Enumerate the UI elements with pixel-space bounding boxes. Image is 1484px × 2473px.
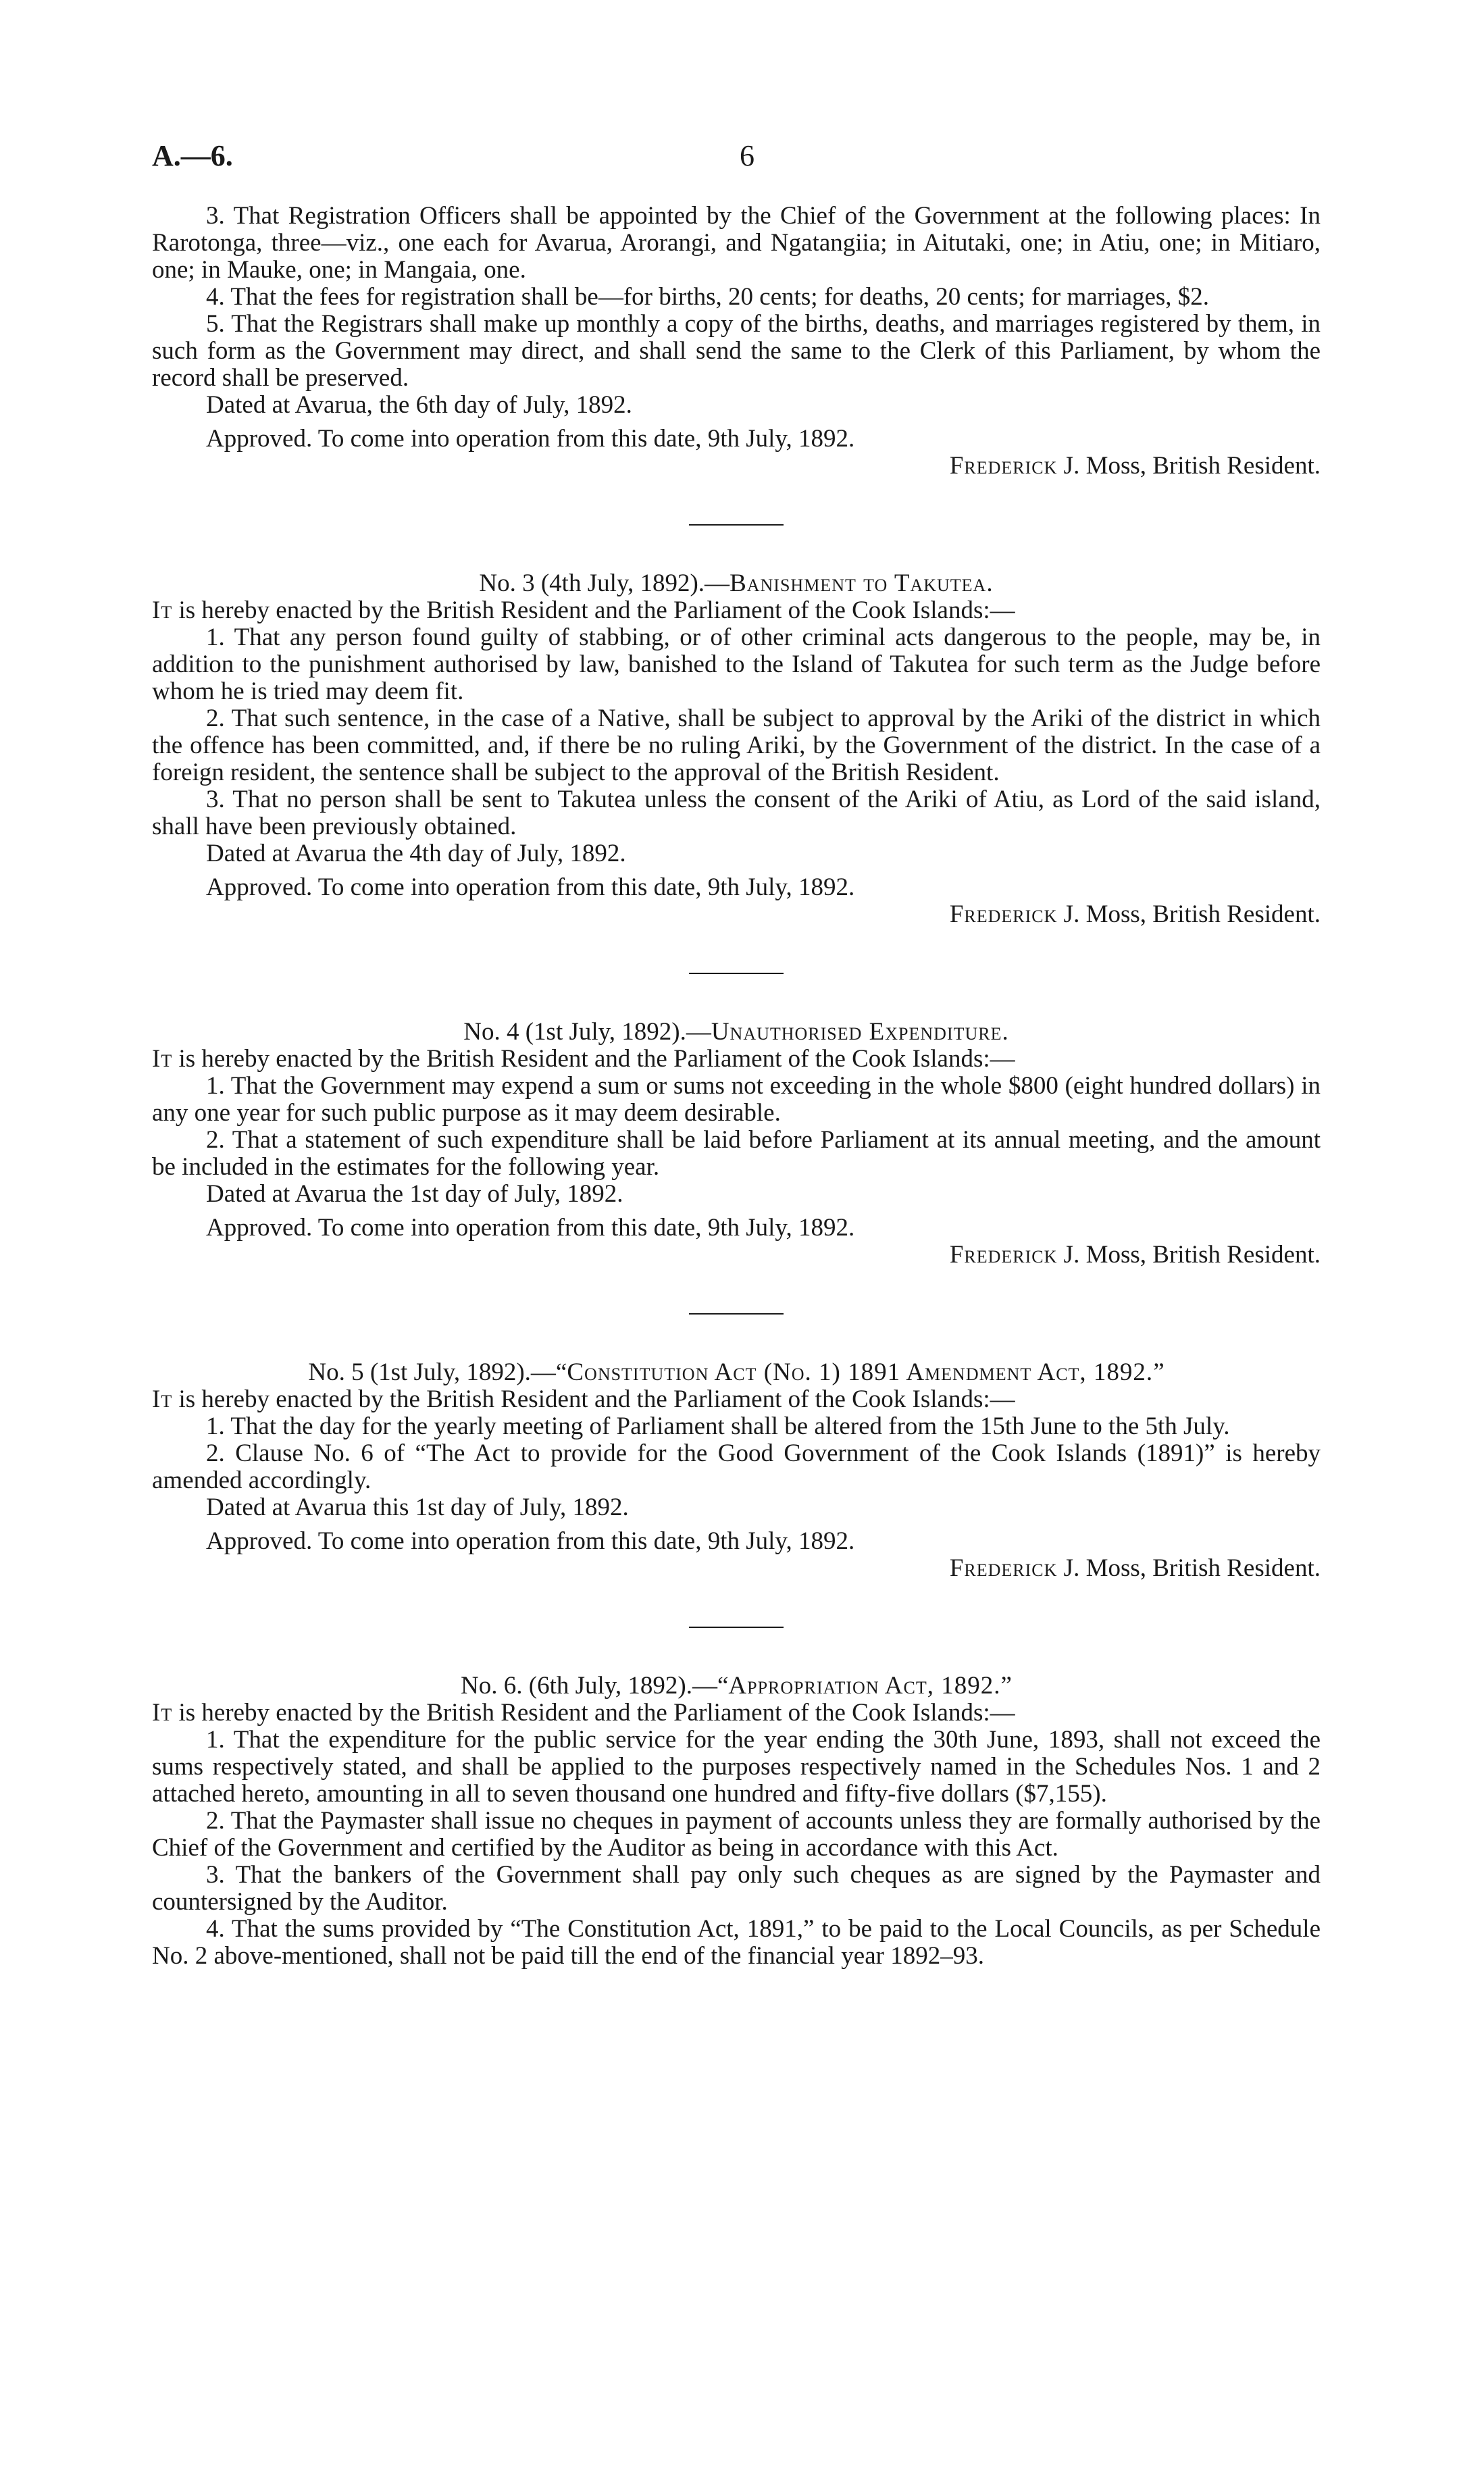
enacting-initial: It [152, 596, 173, 624]
act-no-3 [152, 570, 1321, 928]
enacting-clause [152, 1700, 1321, 1727]
section-divider [689, 973, 784, 974]
act-heading-suffix: ” [1000, 1672, 1012, 1700]
act-heading-title: Banishment to Takutea. [730, 569, 994, 597]
act-heading [152, 1673, 1321, 1700]
section-divider [689, 1627, 784, 1628]
act-heading [152, 1359, 1321, 1386]
signature [152, 1555, 1321, 1582]
dated-line: Dated at Avarua the 4th day of July, 1892. [206, 840, 626, 867]
signature-name: Frederick [949, 452, 1058, 480]
clause: 4. That the fees for registration shall be—for births, 20 cents; for deaths, 20 cents; for marriages, $2. [206, 283, 1210, 311]
enacting-initial: It [152, 1385, 173, 1413]
enacting-text: is hereby enacted by the British Resident and the Parliament of the Cook Islands:— [172, 1699, 1015, 1727]
clause: 3. That Registration Officers shall be appointed by the Chief of the Government at the following places: In Rarotonga, three—viz., one each for Avarua, Arorangi, and Ngatangiia; in Aitutaki, one; in Atiu, one; in Mitiaro, one; in Mauke, one; in Mangaia, one. [152, 202, 1321, 284]
act-heading-prefix: No. 6. (6th July, 1892).—“ [461, 1672, 729, 1700]
signature-title: J. Moss, British Resident. [1057, 1241, 1321, 1269]
enacting-initial: It [152, 1699, 173, 1727]
enacting-clause [152, 597, 1321, 624]
clause: 4. That the sums provided by “The Constitution Act, 1891,” to be paid to the Local Councils, as per Schedule No. 2 above-mentioned, shall not be paid till the end of the financial year 1892–93. [152, 1915, 1321, 1970]
signature-name: Frederick [949, 900, 1058, 928]
document-reference: A.—6. [152, 139, 233, 172]
dated-line: Dated at Avarua the 1st day of July, 1892. [206, 1180, 623, 1208]
signature [152, 453, 1321, 480]
document-body [152, 203, 1321, 1970]
section-divider [689, 1313, 784, 1315]
signature-title: J. Moss, British Resident. [1057, 900, 1321, 928]
clause: 1. That the day for the yearly meeting of Parliament shall be altered from the 15th June to the 5th July. [206, 1412, 1230, 1440]
act-heading-suffix: ” [1153, 1358, 1165, 1386]
act-heading-title: Unauthorised Expenditure. [711, 1018, 1009, 1046]
approved-line: Approved. To come into operation from this date, 9th July, 1892. [206, 1527, 855, 1555]
signature [152, 1242, 1321, 1269]
signature-title: J. Moss, British Resident. [1057, 1554, 1321, 1582]
clause: 2. Clause No. 6 of “The Act to provide for the Good Government of the Cook Islands (1891)” is hereby amended accordingly. [152, 1439, 1321, 1494]
clause: 3. That no person shall be sent to Takutea unless the consent of the Ariki of Atiu, as Lord of the said island, shall have been previously obtained. [152, 786, 1321, 840]
section-divider [689, 524, 784, 526]
act-heading [152, 570, 1321, 597]
clause: 3. That the bankers of the Government shall pay only such cheques as are signed by the Paymaster and countersigned by the Auditor. [152, 1861, 1321, 1916]
act-heading-prefix: No. 4 (1st July, 1892).— [463, 1018, 711, 1046]
signature-title: J. Moss, British Resident. [1057, 452, 1321, 480]
signature-name: Frederick [949, 1554, 1058, 1582]
clause: 2. That a statement of such expenditure shall be laid before Parliament at its annual meeting, and the amount be included in the estimates for the following year. [152, 1126, 1321, 1181]
act-heading-prefix: No. 5 (1st July, 1892).—“ [308, 1358, 567, 1386]
enacting-text: is hereby enacted by the British Resident and the Parliament of the Cook Islands:— [172, 1385, 1015, 1413]
clause: 1. That the expenditure for the public service for the year ending the 30th June, 1893, shall not exceed the sums respectively stated, and shall be applied to the purposes respectively named in the Schedules Nos. 1 and 2 attached hereto, amounting in all to seven thousand one hundred and fifty-five dollars ($7,155). [152, 1726, 1321, 1808]
act-no-6 [152, 1673, 1321, 1970]
dated-line: Dated at Avarua this 1st day of July, 1892. [206, 1494, 629, 1521]
enacting-initial: It [152, 1045, 173, 1073]
enacting-text: is hereby enacted by the British Resident and the Parliament of the Cook Islands:— [172, 596, 1015, 624]
act-heading-prefix: No. 3 (4th July, 1892).— [479, 569, 730, 597]
clause: 1. That any person found guilty of stabbing, or of other criminal acts dangerous to the people, may be, in addition to the punishment authorised by law, banished to the Island of Takutea for such term as the Judge before whom he is tried may deem fit. [152, 623, 1321, 705]
approved-line: Approved. To come into operation from this date, 9th July, 1892. [206, 1214, 855, 1242]
clause: 2. That such sentence, in the case of a Native, shall be subject to approval by the Ariki of the district in which the offence has been committed, and, if there be no ruling Ariki, by the Government of the district. In the case of a foreign resident, the sentence shall be subject to the approval of the British Resident. [152, 705, 1321, 786]
act-heading-title: Appropriation Act, 1892. [728, 1672, 1001, 1700]
clause: 5. That the Registrars shall make up monthly a copy of the births, deaths, and marriages registered by them, in such form as the Government may direct, and shall send the same to the Clerk of this Parliament, by whom the record shall be preserved. [152, 310, 1321, 392]
act-no-5 [152, 1359, 1321, 1582]
running-header [152, 138, 1348, 179]
registration-act-continuation [152, 203, 1321, 480]
act-no-4 [152, 1019, 1321, 1269]
page-number: 6 [740, 139, 754, 172]
approved-line: Approved. To come into operation from this date, 9th July, 1892. [206, 873, 855, 901]
enacting-text: is hereby enacted by the British Resident and the Parliament of the Cook Islands:— [172, 1045, 1015, 1073]
signature [152, 901, 1321, 928]
act-heading-title: Constitution Act (No. 1) 1891 Amendment Act, 1892. [567, 1358, 1154, 1386]
clause: 2. That the Paymaster shall issue no cheques in payment of accounts unless they are formally authorised by the Chief of the Government and certified by the Auditor as being in accordance with this Act. [152, 1807, 1321, 1862]
clause: 1. That the Government may expend a sum or sums not exceeding in the whole $800 (eight hundred dollars) in any one year for such public purpose as it may deem desirable. [152, 1072, 1321, 1127]
signature-name: Frederick [949, 1241, 1058, 1269]
enacting-clause [152, 1046, 1321, 1073]
enacting-clause [152, 1386, 1321, 1413]
approved-line: Approved. To come into operation from this date, 9th July, 1892. [206, 425, 855, 453]
act-heading [152, 1019, 1321, 1046]
dated-line: Dated at Avarua, the 6th day of July, 1892. [206, 391, 632, 419]
